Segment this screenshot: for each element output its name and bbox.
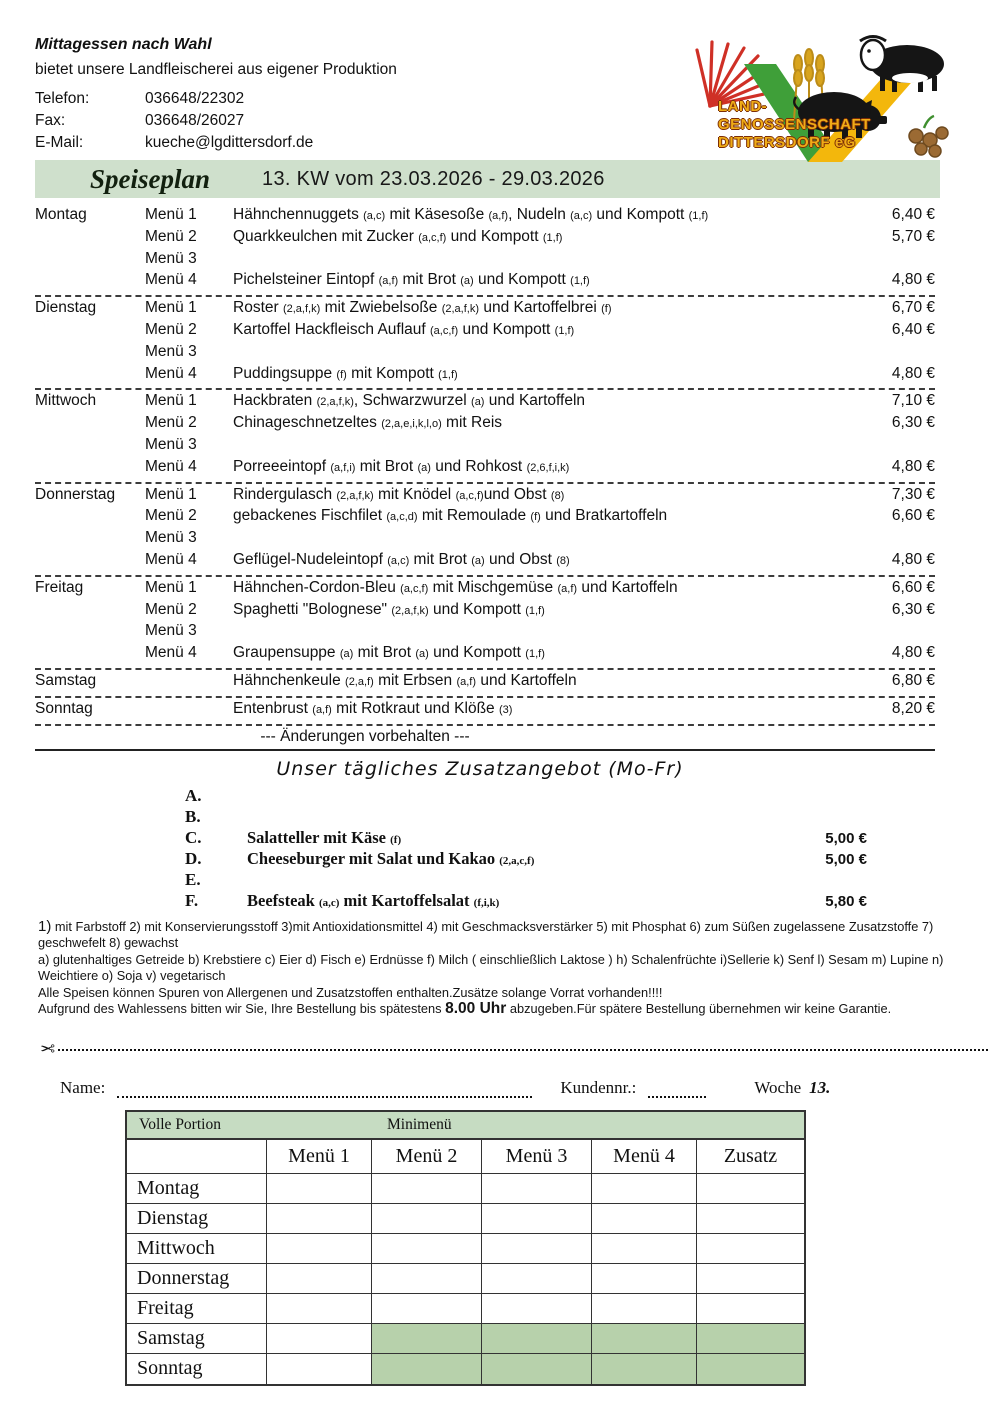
order-table-col-header: Menü 2 [372,1140,482,1174]
dish-description: Chinageschnetzeltes (2,a,e,i,k,l,o) mit Reis [233,414,503,432]
dish-description: Hähnchen-Cordon-Bleu (a,c,f) mit Mischgemüse (a,f) und Kartoffeln [233,578,678,596]
order-input-cell-dienstag-col4[interactable] [592,1204,697,1234]
zusatz-item [185,807,867,828]
menu-row [35,458,935,480]
allergen-codes: (a) [339,648,354,661]
allergen-codes: (a,c) [570,210,593,222]
menu-number-label: Menü 3 [145,622,197,640]
menu-number-label: Menü 1 [145,485,197,503]
dish-price: 4,80 € [891,364,935,382]
zusatz-dish: Salatteller mit Käse (f) [247,827,402,847]
dish-price: 4,80 € [891,550,935,568]
menu-row [35,321,935,343]
order-input-cell-donnerstag-col5[interactable] [697,1264,804,1294]
order-table-col-header: Menü 4 [592,1140,697,1174]
menu-row [35,206,935,228]
contact-row [35,110,397,132]
allergen-codes: (2,a,e,i,k,l,o) [381,418,442,431]
allergen-codes: (2,6,f,i,k) [526,461,570,474]
menu-number-label: Menü 2 [145,600,197,618]
menu-row [35,579,935,601]
scissors-icon: ✂ [40,1039,56,1060]
zusatz-letter: F. [185,890,199,910]
order-input-cell-mittwoch-col2[interactable] [372,1234,482,1264]
menu-row [35,436,935,458]
allergen-codes: (a,c) [363,210,386,222]
menu-number-label: Menü 4 [145,644,197,662]
allergen-codes: (a) [460,275,474,288]
dish-price: 6,60 € [891,507,935,525]
order-day-label: Samstag [127,1324,267,1354]
allergen-codes: (a,f) [557,582,578,595]
order-input-cell-sonntag-col4[interactable] [592,1354,697,1384]
allergen-codes: (a) [417,461,431,474]
order-input-cell-dienstag-col2[interactable] [372,1204,482,1234]
dish-price: 6,30 € [891,600,935,618]
contact-block [35,28,397,160]
allergen-codes: (a) [415,648,429,661]
menu-number-label: Menü 4 [145,550,197,568]
cut-here-line [40,1040,988,1060]
dish-description: Hähnchennuggets (a,c) mit Käsesoße (a,f), Nudeln (a,c) und Kompott (1,f) [233,206,709,223]
order-day-label: Donnerstag [127,1264,267,1294]
day-label: Montag [35,206,87,223]
allergen-codes: (f) [336,368,347,381]
dish-description: Puddingsuppe (f) mit Kompott (1,f) [233,364,458,382]
logo-line-2: GENOSSENSCHAFT [718,116,871,133]
allergen-codes: (1,f) [554,324,575,337]
dish-price: 6,30 € [891,414,935,432]
menu-row [35,365,935,387]
zusatz-section [0,758,1000,912]
additives-legend-lead: 1) [38,917,52,935]
kundennr-input-line[interactable] [648,1078,706,1098]
allergen-codes: (3) [498,703,513,716]
contact-value: 036648/22302 [145,90,245,107]
allergen-codes: (8) [556,554,570,567]
order-input-cell-montag-col1[interactable] [267,1174,372,1204]
order-input-cell-montag-col5[interactable] [697,1174,804,1204]
order-table-day-row [127,1324,804,1354]
day-label: Sonntag [35,699,93,717]
day-label: Freitag [35,578,84,596]
menu-number-label: Menü 2 [145,320,197,338]
order-input-cell-freitag-col4[interactable] [592,1294,697,1324]
dish-description: Porreeeintopf (a,f,i) mit Brot (a) und Rohkost (2,6,f,i,k) [233,457,570,475]
order-input-cell-freitag-col1[interactable] [267,1294,372,1324]
order-input-cell-samstag-col4[interactable] [592,1324,697,1354]
order-input-cell-sonntag-col5[interactable] [697,1354,804,1384]
dish-description: gebackenes Fischfilet (a,c,d) mit Remoulade (f) und Bratkartoffeln [233,507,668,525]
order-table-day-row [127,1174,804,1204]
order-input-cell-donnerstag-col2[interactable] [372,1264,482,1294]
dish-price: 7,30 € [891,485,935,503]
order-table-col-header: Menü 3 [482,1140,592,1174]
allergen-codes: (a,f,i) [330,461,356,474]
dish-price: 4,80 € [891,271,935,289]
allergen-codes: (a) [471,554,485,567]
menu-row [35,228,935,250]
order-day-label: Sonntag [127,1354,267,1384]
allergen-codes: (a,f) [456,675,477,688]
menu-row [35,529,935,551]
order-table-grid [125,1140,806,1386]
menu-row [35,507,935,529]
zusatz-dish: Beefsteak (a,c) mit Kartoffelsalat (f,i,k) [247,890,500,910]
menu-row [35,622,935,644]
order-input-cell-freitag-col2[interactable] [372,1294,482,1324]
menu-number-label: Menü 2 [145,227,197,245]
deadline-pre: Aufgrund des Wahlessens bitten wir Sie, Ihre Bestellung bis spätestens [38,1001,446,1017]
zusatz-letter: B. [185,806,201,826]
order-input-cell-samstag-col2[interactable] [372,1324,482,1354]
day-label: Samstag [35,671,97,689]
dish-price: 7,10 € [891,392,935,410]
changes-note-row [35,726,935,751]
menu-number-label: Menü 2 [145,414,197,432]
header-title: Mittagessen nach Wahl [35,36,212,53]
order-input-cell-montag-col2[interactable] [372,1174,482,1204]
order-table-day-row [127,1204,804,1234]
day-block-dienstag [35,297,935,390]
order-input-cell-samstag-col5[interactable] [697,1324,804,1354]
contact-label: Telefon: [35,90,90,107]
zusatz-price: 5,00 € [825,850,867,868]
allergen-codes: (a,c) [387,554,410,567]
contact-row [35,88,397,110]
day-block-samstag [35,670,935,698]
order-table-day-row [127,1234,804,1264]
name-input-line[interactable] [117,1078,532,1098]
zusatz-item [185,870,867,891]
menu-number-label: Menü 1 [145,206,197,223]
dish-description: Entenbrust (a,f) mit Rotkraut und Klöße (3) [233,699,513,717]
potatoes-icon [909,116,948,157]
menu-row [35,486,935,508]
zusatz-items [185,786,867,912]
dish-description: Geflügel-Nudeleintopf (a,c) mit Brot (a) und Obst (8) [233,550,570,568]
menu-number-label: Menü 3 [145,342,197,360]
allergen-codes: (a) [471,396,485,409]
allergen-codes: (f,i,k) [473,896,500,909]
allergen-codes: (1,f) [542,231,563,244]
dish-price: 4,80 € [891,644,935,662]
order-input-cell-dienstag-col5[interactable] [697,1204,804,1234]
menu-number-label: Menü 3 [145,529,197,547]
allergen-codes: (2,a,f,k) [391,604,429,617]
deadline-time: 8.00 Uhr [445,1000,507,1018]
allergen-codes: (2,a,f) [345,675,374,688]
menu-row [35,343,935,365]
order-input-cell-mittwoch-col3[interactable] [482,1234,592,1264]
contact-label: E-Mail: [35,134,84,151]
allergen-codes: (a,c,f) [418,231,447,244]
dish-price: 6,40 € [891,206,935,223]
day-block-mittwoch [35,390,935,483]
dish-price: 8,20 € [891,699,935,717]
menu-row [35,250,935,272]
allergen-codes: (8) [550,489,565,502]
additives-legend [38,919,962,952]
order-input-cell-donnerstag-col3[interactable] [482,1264,592,1294]
order-table-day-row [127,1264,804,1294]
order-input-cell-mittwoch-col4[interactable] [592,1234,697,1264]
dish-description: Spaghetti "Bolognese" (2,a,f,k) und Kompott (1,f) [233,600,545,618]
menu-row [35,551,935,573]
allergen-codes: (2,a,f,k) [336,489,374,502]
header-subtitle: bietet unsere Landfleischerei aus eigener Produktion [35,61,397,78]
day-block-freitag [35,577,935,670]
dish-description: Rindergulasch (2,a,f,k) mit Knödel (a,c,f)und Obst (8) [233,485,565,503]
speiseplan-banner [35,160,940,198]
order-input-cell-sonntag-col2[interactable] [372,1354,482,1384]
allergen-codes: (a,f) [312,703,332,716]
allergen-codes: (2,a,c,f) [499,854,535,867]
menu-row [35,271,935,293]
order-input-cell-sonntag-col3[interactable] [482,1354,592,1384]
contact-value: 036648/26027 [145,112,245,129]
order-table-day-row [127,1354,804,1384]
deadline-post: abzugeben.Für spätere Bestellung übernehmen wir keine Garantie. [506,1001,892,1017]
dish-description: Pichelsteiner Eintopf (a,f) mit Brot (a) und Kompott (1,f) [233,271,590,289]
zusatz-title: Unser tägliches Zusatzangebot (Mo-Fr) [276,757,684,780]
allergen-codes: (a,c,f) [430,324,459,337]
allergen-codes: (2,a,f,k) [441,303,480,316]
logo-line-3: DITTERSDORF eG [718,134,856,151]
order-day-label: Freitag [127,1294,267,1324]
order-input-cell-dienstag-col1[interactable] [267,1204,372,1234]
woche-label: Woche [754,1077,802,1097]
menu-row [35,644,935,666]
allergen-codes: (f) [601,303,612,316]
allergen-codes: (f) [530,511,541,524]
menu-number-label: Menü 4 [145,364,197,382]
allergen-codes: (a,c,d) [386,511,418,524]
dish-description: Roster (2,a,f,k) mit Zwiebelsoße (2,a,f,k) und Kartoffelbrei (f) [233,299,612,317]
zusatz-item [185,849,867,870]
menu-row [35,672,935,694]
additives-legend-text: mit Farbstoff 2) mit Konservierungsstoff 3)mit Antioxidationsmittel 4) mit Geschmacksverstärker 5) mit Phosphat 6) zum Süßen zugelassene Zusatzstoffe 7) geschwefelt 8) gewachst [38,918,934,951]
order-input-cell-sonntag-col1[interactable] [267,1354,372,1384]
zusatz-price: 5,00 € [825,829,867,847]
dish-description: Kartoffel Hackfleisch Auflauf (a,c,f) und Kompott (1,f) [233,320,575,338]
order-day-label: Montag [127,1174,267,1204]
allergen-codes: (2,a,f,k) [316,396,354,409]
menu-number-label: Menü 4 [145,271,197,289]
order-table-corner-cell [127,1140,267,1174]
menu-row [35,414,935,436]
order-input-cell-samstag-col1[interactable] [267,1324,372,1354]
allergens-legend: a) glutenhaltiges Getreide b) Krebstiere c) Eier d) Fisch e) Erdnüsse f) Milch ( einschließlich Laktose ) h) Schalenfrüchte i)Sellerie k) Senf l) Sesam m) Lupine n) Weichtiere o) Soja v) vegetarisch [38,951,944,984]
dish-price: 5,70 € [891,227,935,245]
menu-number-label: Menü 3 [145,249,197,267]
allergen-codes: (a,c) [318,896,340,909]
weekly-menu [35,204,935,751]
allergen-codes: (1,f) [688,210,709,222]
dish-description: Hackbraten (2,a,f,k), Schwarzwurzel (a) und Kartoffeln [233,392,586,410]
zusatz-price: 5,80 € [825,892,867,910]
banner-title: Speiseplan [90,163,211,194]
menu-row [35,700,935,722]
day-block-donnerstag [35,484,935,577]
company-logo [692,28,950,162]
order-table [125,1110,806,1386]
order-input-cell-montag-col4[interactable] [592,1174,697,1204]
order-table-col-header: Zusatz [697,1140,804,1174]
order-table-day-row [127,1294,804,1324]
order-input-cell-donnerstag-col4[interactable] [592,1264,697,1294]
allergen-codes: (a,f) [378,275,399,288]
menu-row [35,601,935,623]
allergen-codes: (a,f) [488,210,509,222]
zusatz-item [185,786,867,807]
changes-note: --- Änderungen vorbehalten --- [260,727,470,745]
order-input-cell-dienstag-col3[interactable] [482,1204,592,1234]
contact-label: Fax: [35,112,66,129]
dish-price: 6,60 € [891,578,935,596]
dish-price: 6,70 € [891,299,935,317]
allergen-notes [38,919,962,1018]
logo-wordmark [718,98,871,152]
name-label: Name: [60,1077,106,1097]
zusatz-dish: Cheeseburger mit Salat und Kakao (2,a,c,f) [247,848,535,868]
contact-rows [35,88,397,154]
day-label: Mittwoch [35,392,97,410]
dish-description: Quarkkeulchen mit Zucker (a,c,f) und Kompott (1,f) [233,227,563,245]
document-header [0,0,1000,160]
menu-number-label: Menü 4 [145,457,197,475]
allergen-codes: (1,f) [525,648,545,661]
allergen-codes: (1,f) [525,604,545,617]
order-input-cell-mittwoch-col1[interactable] [267,1234,372,1264]
allergen-codes: (2,a,f,k) [282,303,321,316]
dish-price: 4,80 € [891,457,935,475]
order-table-header-bar [125,1110,806,1140]
banner-week-range: 13. KW vom 23.03.2026 - 29.03.2026 [262,167,605,190]
logo-line-1: LAND- [718,98,768,115]
zusatz-letter: A. [185,785,202,805]
dish-price: 6,40 € [891,320,935,338]
day-block-sonntag [35,698,935,726]
order-day-label: Dienstag [127,1204,267,1234]
zusatz-item [185,891,867,912]
allergen-codes: (a,c,f) [455,489,484,502]
order-input-cell-freitag-col3[interactable] [482,1294,592,1324]
contact-value: kueche@lgdittersdorf.de [145,134,314,151]
order-input-cell-mittwoch-col5[interactable] [697,1234,804,1264]
zusatz-letter: C. [185,827,202,847]
volle-portion-label: Volle Portion [139,1115,221,1133]
order-form-row [60,1072,1000,1098]
allergen-codes: (f) [390,833,402,846]
menu-number-label: Menü 1 [145,299,197,317]
menu-row [35,299,935,321]
menu-days [35,204,935,726]
menu-row [35,392,935,414]
order-input-cell-donnerstag-col1[interactable] [267,1264,372,1294]
order-deadline-note [38,1001,962,1018]
order-day-label: Mittwoch [127,1234,267,1264]
order-input-cell-freitag-col5[interactable] [697,1294,804,1324]
contact-row [35,132,397,154]
woche-value: 13. [809,1077,831,1097]
dish-description: Graupensuppe (a) mit Brot (a) und Kompott (1,f) [233,644,545,662]
cut-dotted-line [58,1049,988,1051]
traces-note: Alle Speisen können Spuren von Allergenen und Zusatzstoffen enthalten.Zusätze solange Vorrat vorhanden!!!! [38,984,663,1000]
order-table-col-header: Menü 1 [267,1140,372,1174]
day-label: Dienstag [35,299,97,317]
dish-description: Hähnchenkeule (2,a,f) mit Erbsen (a,f) und Kartoffeln [233,671,577,689]
allergen-codes: (1,f) [438,368,458,381]
allergen-codes: (1,f) [570,275,590,288]
menu-number-label: Menü 1 [145,578,197,596]
order-input-cell-montag-col3[interactable] [482,1174,592,1204]
zusatz-letter: D. [185,848,202,868]
menu-number-label: Menü 2 [145,507,197,525]
zusatz-item [185,828,867,849]
zusatz-letter: E. [185,869,201,889]
order-table-header-row [127,1140,804,1174]
minimenu-label: Minimenü [387,1115,452,1133]
day-block-montag [35,204,935,297]
day-label: Donnerstag [35,485,116,503]
order-input-cell-samstag-col3[interactable] [482,1324,592,1354]
dish-price: 6,80 € [891,671,935,689]
allergen-codes: (a,c,f) [400,582,429,595]
menu-number-label: Menü 1 [145,392,197,410]
menu-number-label: Menü 3 [145,435,197,453]
kundennr-label: Kundennr.: [560,1077,637,1097]
